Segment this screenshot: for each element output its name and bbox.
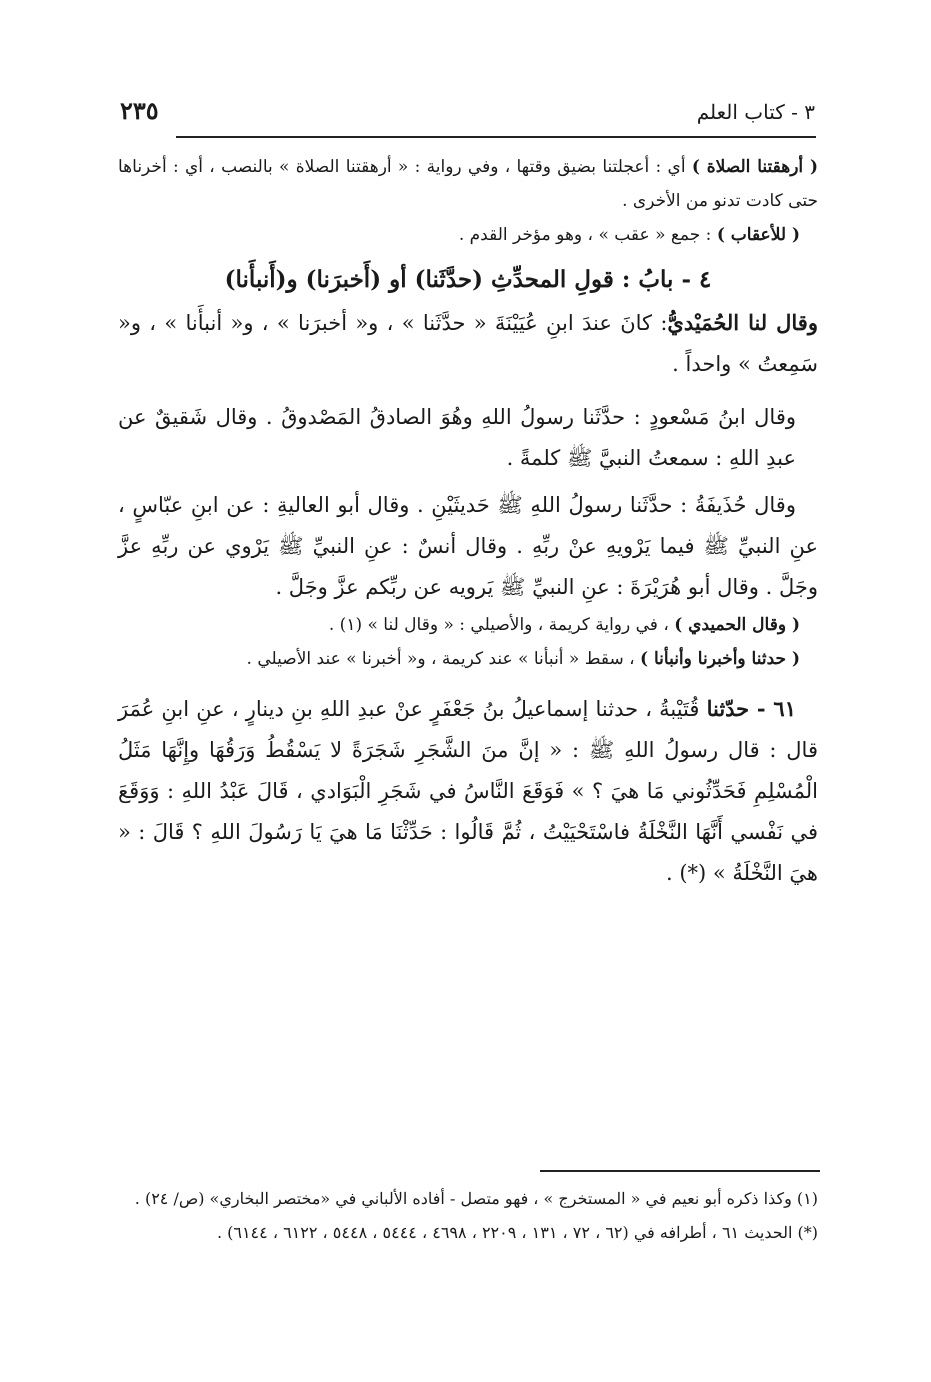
footnote: (*) الحديث ٦١ ، أطرافه في (٦٢ ، ٧٢ ، ١٣١ ، ٢٢٠٩ ، ٤٦٩٨ ، ٥٤٤٤ ، ٥٤٤٨ ، ٦١٢٢ ، ٦١٤٤) . xyxy=(216,1223,818,1242)
note-paragraph xyxy=(118,150,818,218)
narration-paragraph: وقال ابنُ مَسْعودٍ : حدَّثَنا رسولُ اللهِ وهُوَ الصادقُ المَصْدوقُ . وقال شَقيقٌ عن عبدِ اللهِ : سمعتُ النبيَّ ﷺ كلمةً . xyxy=(118,405,796,470)
page-number: ٢٣٥ xyxy=(120,96,159,125)
page-header xyxy=(120,96,815,126)
note-text: : جمع « عقب » ، وهو مؤخر القدم . xyxy=(458,225,717,245)
chapter-title: ٣ - كتاب العلم xyxy=(696,100,815,124)
note-term: ( وقال الحميدي ) xyxy=(674,615,800,635)
note-term: ( للأعقاب ) xyxy=(716,225,800,245)
note-term: ( أرهقتنا الصلاة ) xyxy=(691,157,818,177)
hadith-paragraph xyxy=(118,688,818,894)
hadith-text: قُتَيْبةُ ، حدثنا إسماعيلُ بنُ جَعْفَرٍ عنْ عبدِ اللهِ بنِ دينارٍ ، عنِ ابنِ عُمَرَ قال : قال رسولُ اللهِ ﷺ : « إنَّ منَ الشَّجَرِ شَجَرَةً لا يَسْقُطُ وَرَقُهَا وإِنَّهَا مَثَلُ الْمُسْلِمِ فَحَدِّثُوني مَا هيَ ؟ » فَوَقَعَ النَّاسُ في شَجَرِ الْبَوَادي ، قَالَ عَبْدُ اللهِ : وَوَقَعَ في نَفْسي أَنَّهَا النَّخْلَةُ فاسْتَحْيَيْتُ ، ثُمَّ قَالُوا : حَدِّثْنَا مَا هيَ يَا رَسُولَ اللهِ ؟ قَالَ : « هيَ النَّخْلَةُ » (*) . xyxy=(118,697,818,885)
footnotes xyxy=(118,1184,818,1252)
narration-paragraph: وقال حُذَيفَةُ : حدَّثَنا رسولُ اللهِ ﷺ حَديثَيْنِ . وقال أبو العاليةِ : عن ابنِ عبّاسٍ ، عنِ النبيِّ ﷺ فيما يَرْويهِ عنْ ربِّهِ . وقال أنسٌ : عنِ النبيِّ ﷺ يَرْوي عن ربِّهِ عزَّ وجَلَّ . وقال أبو هُرَيْرَةَ : عنِ النبيِّ ﷺ يَرويه عن ربِّكم عزَّ وجَلَّ . xyxy=(118,493,818,599)
footnote: (١) وكذا ذكره أبو نعيم في « المستخرج » ، فهو متصل - أفاده الألباني في «مختصر البخاري» (ص/ ٢٤) . xyxy=(134,1189,818,1208)
note-text: ، في رواية كريمة ، والأصيلي : « وقال لنا » (١) . xyxy=(328,615,675,635)
hadith-intro-text: : كانَ عندَ ابنِ عُيَيْنَةَ « حدَّثَنا » ، و« أخبرَنا » ، و« أنبأَنا » ، و« سَمِعتُ » واحداً . xyxy=(118,311,818,376)
header-divider xyxy=(176,136,816,138)
note-paragraph xyxy=(118,608,818,642)
note-paragraph xyxy=(118,642,818,676)
hadith-intro-lead: وقال لنا الحُمَيْديُّ xyxy=(667,310,818,335)
hadith-intro xyxy=(118,302,818,385)
note-paragraph xyxy=(118,218,818,252)
page-body xyxy=(118,150,818,894)
note-text: أي : أعجلتنا بضيق وقتها ، وفي رواية : « أرهقتنا الصلاة » بالنصب ، أي : أخرناها حتى كادت تدنو من الأخرى . xyxy=(118,157,818,211)
note-text: ، سقط « أنبأنا » عند كريمة ، و« أخبرنا » عند الأصيلي . xyxy=(246,649,641,669)
note-term: ( حدثنا وأخبرنا وأنبأنا ) xyxy=(640,649,800,669)
hadith-number: ٦١ - حدّثنا xyxy=(706,696,796,721)
footnote-divider xyxy=(540,1170,820,1172)
chapter-heading: ٤ - بابُ : قولِ المحدِّثِ (حدَّثَنا) أو (أَخبرَنا) و(أَنبأَنا) xyxy=(224,266,712,293)
